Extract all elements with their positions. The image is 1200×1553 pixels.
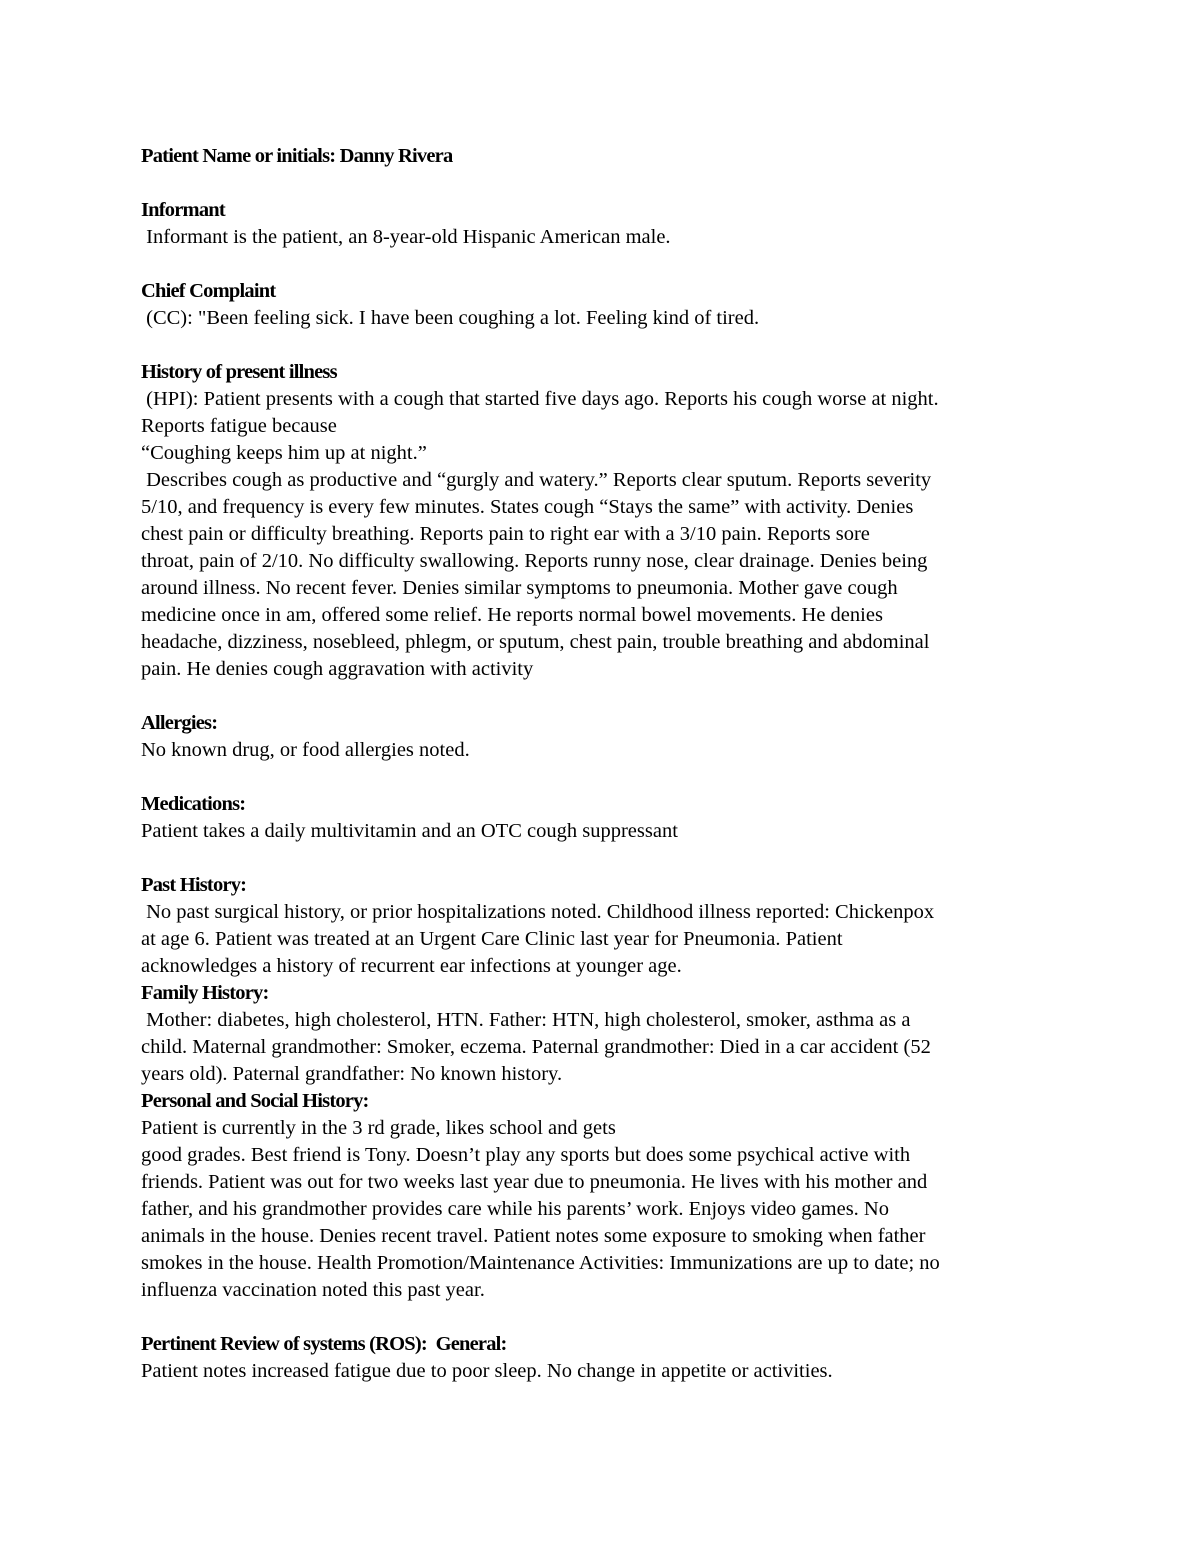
medications-heading: Medications: <box>141 793 246 815</box>
ros-heading: Pertinent Review of systems (ROS): General: <box>141 1333 507 1355</box>
hpi-line: headache, dizziness, nosebleed, phlegm, or sputum, chest pain, trouble breathing and abdominal <box>141 631 930 653</box>
hpi-line: Describes cough as productive and “gurgly and watery.” Reports clear sputum. Reports severity <box>141 469 932 491</box>
allergies-heading: Allergies: <box>141 712 218 734</box>
past-history-line: at age 6. Patient was treated at an Urgent Care Clinic last year for Pneumonia. Patient <box>141 928 843 950</box>
family-history-heading: Family History: <box>141 982 269 1004</box>
social-history-line: Patient is currently in the 3 rd grade, likes school and gets <box>141 1117 616 1139</box>
hpi-line: 5/10, and frequency is every few minutes. States cough “Stays the same” with activity. Denies <box>141 496 914 518</box>
hpi-line: throat, pain of 2/10. No difficulty swallowing. Reports runny nose, clear drainage. Denies being <box>141 550 928 572</box>
hpi-line: Reports fatigue because <box>141 415 337 437</box>
social-history-line: smokes in the house. Health Promotion/Maintenance Activities: Immunizations are up to date; no <box>141 1252 940 1274</box>
hpi-line: medicine once in am, offered some relief. He reports normal bowel movements. He denies <box>141 604 883 626</box>
family-history-line: years old). Paternal grandfather: No known history. <box>141 1063 563 1085</box>
informant-text: Informant is the patient, an 8-year-old Hispanic American male. <box>141 226 671 248</box>
family-history-line: child. Maternal grandmother: Smoker, eczema. Paternal grandmother: Died in a car accident (52 <box>141 1036 931 1058</box>
informant-heading: Informant <box>141 199 225 221</box>
ros-text: Patient notes increased fatigue due to poor sleep. No change in appetite or activities. <box>141 1360 833 1382</box>
social-history-heading: Personal and Social History: <box>141 1090 369 1112</box>
chief-complaint-text: (CC): "Been feeling sick. I have been coughing a lot. Feeling kind of tired. <box>141 307 760 329</box>
allergies-text: No known drug, or food allergies noted. <box>141 739 470 761</box>
hpi-line: chest pain or difficulty breathing. Reports pain to right ear with a 3/10 pain. Reports sore <box>141 523 870 545</box>
past-history-line: No past surgical history, or prior hospitalizations noted. Childhood illness reported: Chickenpox <box>141 901 935 923</box>
document-body <box>141 143 1066 1385</box>
social-history-line: father, and his grandmother provides care while his parents’ work. Enjoys video games. No <box>141 1198 889 1220</box>
social-history-line: animals in the house. Denies recent travel. Patient notes some exposure to smoking when father <box>141 1225 926 1247</box>
past-history-heading: Past History: <box>141 874 247 896</box>
hpi-line: (HPI): Patient presents with a cough that started five days ago. Reports his cough worse at night. <box>141 388 939 410</box>
patient-name-heading: Patient Name or initials: Danny Rivera <box>141 145 453 167</box>
hpi-line: “Coughing keeps him up at night.” <box>141 442 427 464</box>
social-history-line: good grades. Best friend is Tony. Doesn’t play any sports but does some psychical active with <box>141 1144 911 1166</box>
hpi-line: around illness. No recent fever. Denies similar symptoms to pneumonia. Mother gave cough <box>141 577 898 599</box>
social-history-line: influenza vaccination noted this past year. <box>141 1279 485 1301</box>
hpi-heading: History of present illness <box>141 361 337 383</box>
medications-text: Patient takes a daily multivitamin and an OTC cough suppressant <box>141 820 678 842</box>
hpi-line: pain. He denies cough aggravation with activity <box>141 658 534 680</box>
chief-complaint-heading: Chief Complaint <box>141 280 276 302</box>
family-history-line: Mother: diabetes, high cholesterol, HTN. Father: HTN, high cholesterol, smoker, asthma as a <box>141 1009 911 1031</box>
social-history-line: friends. Patient was out for two weeks last year due to pneumonia. He lives with his mother and <box>141 1171 928 1193</box>
past-history-line: acknowledges a history of recurrent ear infections at younger age. <box>141 955 682 977</box>
